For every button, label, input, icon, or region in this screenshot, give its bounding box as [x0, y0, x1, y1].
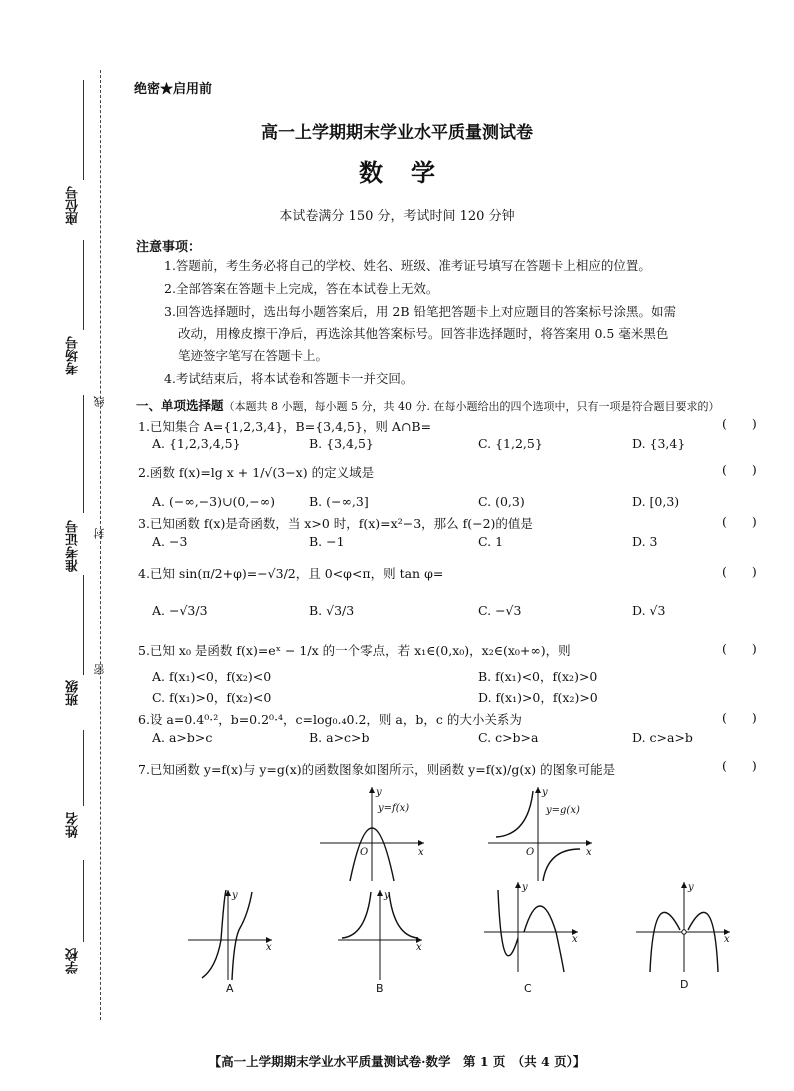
option-b: B. {3,4,5}	[309, 436, 374, 451]
subject-title: 数学	[359, 158, 463, 187]
admission-number-blank	[83, 395, 85, 513]
axis-x-label: x	[572, 934, 578, 945]
axis-y-label: y	[522, 882, 528, 893]
seal-mark-seal: 封	[93, 528, 106, 539]
exam-room-blank	[83, 240, 85, 330]
option-a: A. {1,2,3,4,5}	[152, 436, 241, 451]
secret-label: 绝密★启用前	[134, 82, 213, 97]
option-a: A. a>b>c	[152, 730, 213, 745]
option-b: B. a>c>b	[309, 730, 370, 745]
axis-x-label: x	[266, 942, 272, 953]
section-desc: （本题共 8 小题，每小题 5 分，共 40 分. 在每小题给出的四个选项中，只有一项是符合题目要求的）	[223, 400, 720, 413]
option-c: C. −√3	[478, 603, 522, 618]
page-footer: 【高一上学期期末学业水平质量测试卷·数学 第 1 页 （共 4 页）】	[208, 1054, 586, 1069]
question-stem: 4.已知 sin(π/2+φ)=−√3/2，且 0<φ<π，则 tan φ=	[138, 566, 444, 581]
axis-x-label: x	[724, 934, 730, 945]
graph-g	[488, 785, 598, 885]
option-c: C. f(x₁)>0，f(x₂)<0	[152, 690, 272, 705]
name-label: 姓名	[66, 812, 81, 838]
option-b: B. (−∞,3]	[309, 494, 369, 509]
option-b: B. √3/3	[309, 603, 355, 618]
option-c-caption: C	[524, 982, 532, 995]
question-stem: 6.设 a=0.4⁰·²，b=0.2⁰·⁴，c=log₀.₄0.2，则 a，b，c 的大小关系为	[138, 712, 522, 727]
school-blank	[83, 860, 85, 942]
notice-item: 2.全部答案在答题卡上完成，答在本试卷上无效。	[164, 281, 439, 296]
f-curve-label: y=f(x)	[378, 803, 410, 814]
option-c: C. c>b>a	[478, 730, 539, 745]
option-d: D. 3	[632, 534, 658, 549]
option-c: C. {1,2,5}	[478, 436, 543, 451]
option-a: A. f(x₁)<0，f(x₂)<0	[152, 669, 272, 684]
seal-mark-line: 线	[93, 396, 106, 407]
axis-x-label: x	[418, 847, 424, 858]
exam-info: 本试卷满分 150 分，考试时间 120 分钟	[279, 209, 515, 224]
answer-paren: ( )	[722, 564, 757, 579]
answer-paren: ( )	[722, 710, 757, 725]
option-d: D. {3,4}	[632, 436, 686, 451]
option-c: C. (0,3)	[478, 494, 525, 509]
question-stem: 7.已知函数 y=f(x)与 y=g(x)的函数图象如图所示，则函数 y=f(x)/g(x) 的图象可能是	[138, 762, 616, 777]
option-a: A. (−∞,−3)∪(0,−∞)	[152, 494, 276, 509]
option-a: A. −√3/3	[152, 603, 208, 618]
option-a-caption: A	[226, 982, 234, 995]
option-d: D. √3	[632, 603, 666, 618]
notice-item: 笔迹签字笔写在答题卡上。	[178, 348, 329, 363]
question-stem: 2.函数 f(x)=lg x + 1/√(3−x) 的定义域是	[138, 465, 375, 480]
seat-number-label: 座位号	[66, 186, 81, 225]
graph-option-c	[484, 880, 584, 993]
answer-paren: ( )	[722, 758, 757, 773]
option-b: B. −1	[309, 534, 345, 549]
option-b-caption: B	[376, 982, 384, 995]
answer-paren: ( )	[722, 514, 757, 529]
graph-option-b	[338, 888, 428, 993]
option-d: D. f(x₁)>0，f(x₂)>0	[478, 690, 598, 705]
answer-paren: ( )	[722, 462, 757, 477]
option-a: A. −3	[152, 534, 188, 549]
option-d-caption: D	[680, 978, 689, 991]
origin-label: O	[360, 847, 369, 858]
class-label: 班级	[66, 680, 81, 706]
exam-title: 高一上学期期末学业水平质量测试卷	[261, 123, 533, 143]
option-d: D. c>a>b	[632, 730, 693, 745]
option-d: D. [0,3)	[632, 494, 680, 509]
axis-y-label: y	[232, 890, 238, 901]
exam-room-label: 考场号	[66, 336, 81, 375]
axis-y-label: y	[542, 787, 548, 798]
name-blank	[83, 730, 85, 806]
notice-item: 4.考试结束后，将本试卷和答题卡一并交回。	[164, 371, 414, 386]
admission-number-label: 准考证号	[66, 520, 81, 572]
axis-y-label: y	[384, 890, 390, 901]
notice-item: 改动，用橡皮擦干净后，再选涂其他答案标号。回答非选择题时，将答案用 0.5 毫米黑色	[178, 326, 669, 341]
graph-option-d	[636, 880, 736, 993]
class-blank	[83, 575, 85, 675]
axis-y-label: y	[688, 882, 694, 893]
axis-x-label: x	[586, 847, 592, 858]
notice-item: 1.答题前，考生务必将自己的学校、姓名、班级、准考证号填写在答题卡上相应的位置。	[164, 258, 651, 273]
graph-option-a	[188, 888, 278, 993]
section-heading	[136, 396, 719, 414]
option-b: B. f(x₁)<0，f(x₂)>0	[478, 669, 598, 684]
school-label: 学校	[66, 948, 81, 974]
answer-paren: ( )	[722, 416, 757, 431]
axis-y-label: y	[376, 787, 382, 798]
question-stem: 3.已知函数 f(x)是奇函数，当 x>0 时，f(x)=x²−3，那么 f(−2)的值是	[138, 516, 533, 531]
question-stem: 1.已知集合 A={1,2,3,4}，B={3,4,5}，则 A∩B=	[138, 419, 432, 434]
seal-mark-secret: 密	[93, 664, 106, 675]
answer-paren: ( )	[722, 641, 757, 656]
g-curve-label: y=g(x)	[546, 805, 580, 816]
notice-heading: 注意事项：	[136, 240, 202, 255]
question-stem: 5.已知 x₀ 是函数 f(x)=eˣ − 1/x 的一个零点，若 x₁∈(0,x₀)，x₂∈(x₀+∞)，则	[138, 643, 571, 658]
notice-item: 3.回答选择题时，选出每小题答案后，用 2B 铅笔把答题卡上对应题目的答案标号涂黑。如需	[164, 304, 677, 319]
section-title: 一、单项选择题	[136, 398, 224, 413]
option-c: C. 1	[478, 534, 504, 549]
origin-label: O	[526, 847, 535, 858]
graph-f	[320, 785, 430, 885]
axis-x-label: x	[416, 942, 422, 953]
